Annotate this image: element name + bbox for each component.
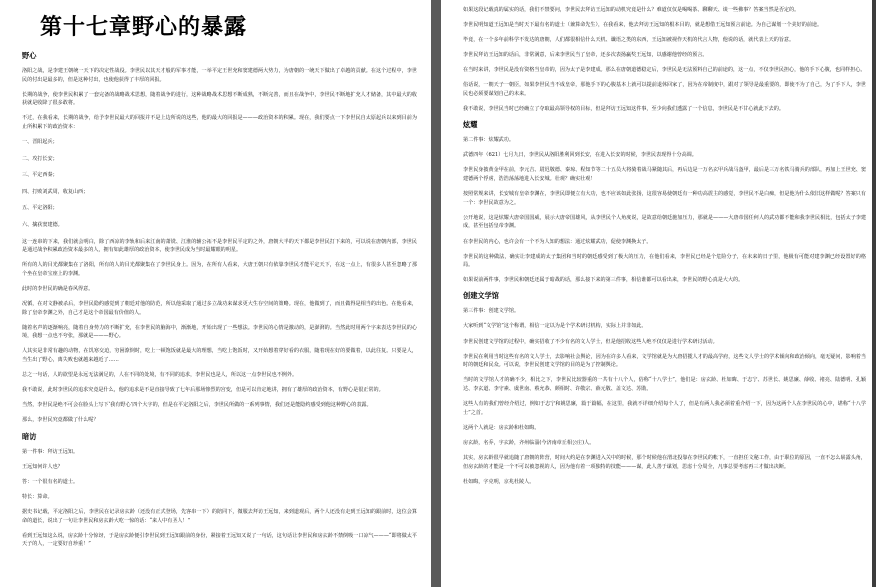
- paragraph: 如果说前两件事，李世民和朝廷还属于暗战的话，那么接下来的第三件事，相信谁都可以看出来，李世民的野心真是大大的。: [463, 277, 744, 284]
- paragraph: 在李世民的内心，也许会有一个不为人知的想法：通过炫耀武功，促使李渊换太子。: [463, 238, 652, 245]
- paragraph: 按照常规来讲，长安城有皇帝李渊在，李世民即便立有大功，也不应该如此张扬，这很容易使朝廷有一种功高震主的感觉，李世民不是白痴，但是他为什么依旧这样做呢？答案只有一个：李世民故意为之。: [463, 191, 866, 206]
- paragraph: 不过，在我看来，长期的战争，给予李世民最大的回报并不是上边所说的这些，他的最大的回报是———政治资本的积累。现在，我们要点一下李世民自太原起兵以来到目前为止所积累下的政治资本：: [22, 115, 417, 130]
- paragraph: 看到王远知这么说，房玄龄十分惊讶，于是房玄龄便引李世民到王远知跟前的身份，紧接着王远知又说了一句话，这句话让李世民和房玄龄不禁倒吸一口凉气———“即将做太平天子的人，一定要好自珍重！”: [22, 532, 417, 548]
- page-right: [441, 0, 876, 587]
- paragraph: 第三件事：创建文学馆。: [463, 308, 520, 315]
- paragraph: 大家听到“文学馆”这个称谓，相信一定以为是个学术研讨机构，实际上并非如此。: [463, 323, 647, 330]
- paragraph: 李世民拜访王远知的话后，非常满意，后来李世民当了皇帝，还多次表扬赢奖王远知，以感谢他曾经的预言。: [463, 52, 708, 59]
- left-page-body: [22, 51, 417, 549]
- paragraph: 四、打败刘武周，收复山西；: [22, 188, 89, 195]
- section-heading: 炫耀: [463, 120, 478, 130]
- page-left: [0, 0, 431, 587]
- paragraph: 我不敢说，此时李世民的追求究竟是什么，他的追求是不是直接导致了七年后那场惨烈的宫变，但是可以肯定地讲，拥有了雄厚的政治资本，有野心是很正常的。: [22, 387, 384, 394]
- chapter-title: 第十七章野心的暴露: [40, 15, 248, 40]
- paragraph: 这些人有的我们曾经介绍过，例如于志宁和姚思廉，篇于篇幅，在这里，我就不详细介绍每个人了，但是有两人我必须着重介绍一下，因为这两个人在李世民的心中，堪称“十八学士”之首。: [463, 401, 866, 416]
- paragraph: 一、晋阳起兵；: [22, 139, 58, 146]
- paragraph: 总之一句话，人的欲望是永远无法满足的，人在不同的处境，有不同的追求，李世民也是人，所以这一点李世民也不例外。: [22, 372, 298, 379]
- paragraph: 况循，在对文静被杀后，李世民隐约感觉到了朝廷对他的防范，所以他采取了通过多立战功来谋求更大生存空间的策略。现在，他做到了，而且做得是相当的出色。在他看来，除了皇帝李渊之外，自己才是这个帝国最有价值的人。: [22, 301, 417, 316]
- paragraph: 特长：算命。: [22, 493, 53, 500]
- paragraph: 在当时来讲，李世民是没有资格当皇帝的，因为太子是李建成。那么在唐朝道德稳定后，李世民是无法预料自己的前途的，这一点，不仅李世民担心，他的手下心腹，也同样担心。: [463, 67, 866, 74]
- paragraph: 二、攻打长安；: [22, 155, 58, 162]
- section-heading: 野心: [22, 51, 37, 60]
- right-page-body: [463, 6, 866, 486]
- paragraph: 据史书记载，平定洛阳之后，李世民在记录房玄龄（还没有正式登场，先客串一下）的陪同下，微服去拜访王远知，来到道观后，两个人还没有走到王远知的跟前时，这位会算命的道长，说出了一句让李世民和房玄龄大吃一惊的话：“来人中有圣人！”: [22, 508, 417, 524]
- paragraph: 所有的人的目光都聚集在了洛阳，所有的人的目光都聚集在了李世民身上。因为，在所有人看来，大唐王朝只有依靠李世民才能平定天下，在这一点上，有很多人甚至忽略了那个坐在皇帝宝座上的李渊。: [22, 262, 417, 277]
- paragraph: 随着名声的逐渐响亮，随着自身势力的不断扩充，在李世民的脑海中，渐渐地，开始出现了一些想法。李世民的心情是激动的，是澎湃的。当然此时用两个字来表达李世民的心境，我想一点也不夸张，那就是———野心。: [22, 324, 417, 340]
- paragraph: 长期的战争，使李世民积累了一套完备的战略战术思想，随着战争的进行，这种战略战术思想不断成熟，不断完善，而且在战争中，李世民不断地扩充人才储备，其中最大的收获就是收降了很多敢将。: [22, 91, 417, 107]
- paragraph: 我不敢说，李世民当时已经确立了夺取最高领导权的目标，但是拜访王远知这件事，至少向我们透露了一个信息，李世民是不甘心就此下去的。: [463, 106, 784, 113]
- paragraph: 第二件事：炫耀武功。: [463, 137, 514, 144]
- vertical-scrollbar[interactable]: [872, 0, 876, 587]
- paragraph: 如果这段记载真的属实的话，我们不禁要问，李世民去拜访王远知的动机究竟是什么？难道仅仅是喝喝茶、聊聊天、谈一些佛事？答案当然是否定的。: [463, 7, 800, 13]
- paragraph: 李世民创建文学馆的过程中，确实招收了不少有名的文人学士，但是他招收这些人绝不仅仅是进行学术研讨活动。: [463, 338, 718, 345]
- paragraph: 其实，房玄龄很早就追随了唐朝的阵营，时间大约是在李渊进入关中的时候，那个时候他在渭北投靠在李世民的帐下，一直担任文秘工作，由于职位的原因，一直不怎么崭露头角，但房玄龄的才能是一个不可以被忽视的人，因为他有着一项独特的技能———谋，此人善于谋划，思虑十分周全，凡事总要考虑再三才做出决断。: [463, 454, 866, 470]
- paragraph: 这两个人就是：房玄龄和杜如晦。: [463, 424, 540, 431]
- paragraph: 李世民的这种做法，确实让李建成的太子集团和当时的朝廷感受到了极大的压力，在他们看来，李世民已经是个危险分子，在未来的日子里，他极有可能对建李渊已经设置好的格局。: [463, 253, 866, 269]
- paragraph: 那么，李世民究竟都做了什么呢？: [22, 417, 99, 424]
- paragraph: 此时的李世民的确是春风得意。: [22, 286, 94, 292]
- paragraph: 答：一个很有名的道士。: [22, 478, 79, 485]
- paragraph: 李世民身披黄金甲在前，李元吉、尉迟敬德、秦琼、程知节等二十五员大将骑着战马紧随其后，再后边是一万名玄甲兵战马盔甲，最后是三万名铁马骑兵的部队，再加上王世充、窦建德两个俘虏，浩浩荡荡地进入长安城。壮观？确实壮观！: [463, 167, 866, 183]
- section-heading: 暗访: [22, 431, 37, 441]
- section-heading: 创建文学馆: [463, 291, 499, 301]
- paragraph: 当然，李世民是绝不可会在脸头上写下‘我有野心’四个大字的，但是在平定洛阳之后，李世民所做的一系列事情，我们还是能隐约感受到他这种野心的表露。: [22, 402, 372, 409]
- paragraph: 第一件事：拜访王远知。: [22, 448, 79, 455]
- paragraph: 当时的文学馆人才的确不少，相比之下，李世民比较器重的一共有十八个人，俗称“十八学士”，他们是：房玄龄、杜如晦、于志宁、苏世长、姚思廉、薛收、褚亮、陆德明、孔颖达、李玄道、李守素、虞世南、蔡允恭、颜相时、许敬宗、薛元敬、盖文达、苏勖。: [463, 377, 866, 392]
- paragraph: 李世民在利用当时这些有名的文人学士，去影响社会舆论，因为在许多人看来，文学馆就是为大唐招揽人才的最高学府，这些文人学士的学术倾向和政治倾向，毫无疑问，影响着当时的朝廷和民众。可以说，李世民创建文学馆的目的是为了控制舆论。: [463, 353, 866, 369]
- paragraph: 杜如晦，字克明，京兆杜陵人。: [463, 478, 535, 485]
- paragraph: 六、擒获窦建德。: [22, 222, 63, 229]
- paragraph: 这一连串的下来，我们就会明白，除了西凉的李轨和后来江南的萧铣、江淮的辅公祏不是李世民平定的之外，唐朝大半的天下都是李世民打下来的，可以说在唐朝内部，李世民是通过战争积累政治资本最多的人，拥有如此雄厚的政治资本，使李世民成为当时最耀眼的明星。: [22, 238, 417, 254]
- paragraph: 公开地说，这是炫耀大唐帝国国威，展示大唐帝国雄风，从李世民个人角度说，是故意给朝廷施加压力，那就是———大唐帝国任何人的武功都不能和我李世民相比，包括太子李建成，甚至包括皇帝李渊。: [463, 214, 866, 230]
- paragraph: 武德四年（621）七月九日，李世民从洛阳胜利回到长安，在进入长安的时候，李世民表现得十分高调。: [463, 152, 697, 159]
- paragraph: 五、平定洛阳；: [22, 205, 58, 212]
- paragraph: 房玄龄，名乔，字玄龄，齐州临淄(今济南章丘相公庄)人。: [463, 439, 595, 446]
- paragraph: 李世民明知道王远知是当时天下最有名的道士（兼算命先生），在我看来，他去拜访王远知的根本目的，就是想借王远知预言前途。为自己谋划一个美好的前途。: [463, 22, 823, 29]
- paragraph: 毕竟，在一个多年前科学不发达的唐朝，人们都很相信什么天机、谶语之类的东西，王远知被视作天机的代言人物，他说的话，就代表上天的旨意。: [463, 37, 795, 44]
- paragraph: 洛阳之战，是李建王朝统一天下的决定性战役。李世民以其天才般的军事才能，一举平定王世充和窦建德两大势力，为唐朝的一统天下做出了卓越的贡献。在这个过程中，李世民的付出是最多的，但是这种付出，也使他获得了丰厚的回报。: [22, 68, 417, 83]
- paragraph: 王远知何许人也？: [22, 463, 63, 470]
- paragraph: 人其实是非常有趣的动物，在饥寒交迫，穷困潦倒时，吃上一顿饱饭就是最大的理想，当吃上饱饭时，又开始想着穿好看的衣服，随着现在好的要做着，以此往复。只要是人，当生出了野心，离失败也就越来越近了……: [22, 348, 417, 364]
- paragraph: 俗话说，一朝天子一朝臣，如果李世民当不成皇帝，那他手下的心腹基本上就可以提前退休回家了，因为在帝制度中，跟对了领导是最重要的，即使不为了自己，为了手下人，李世民也必须要谋划自己的未来。: [463, 82, 866, 98]
- paragraph: 三、平定西秦；: [22, 172, 58, 179]
